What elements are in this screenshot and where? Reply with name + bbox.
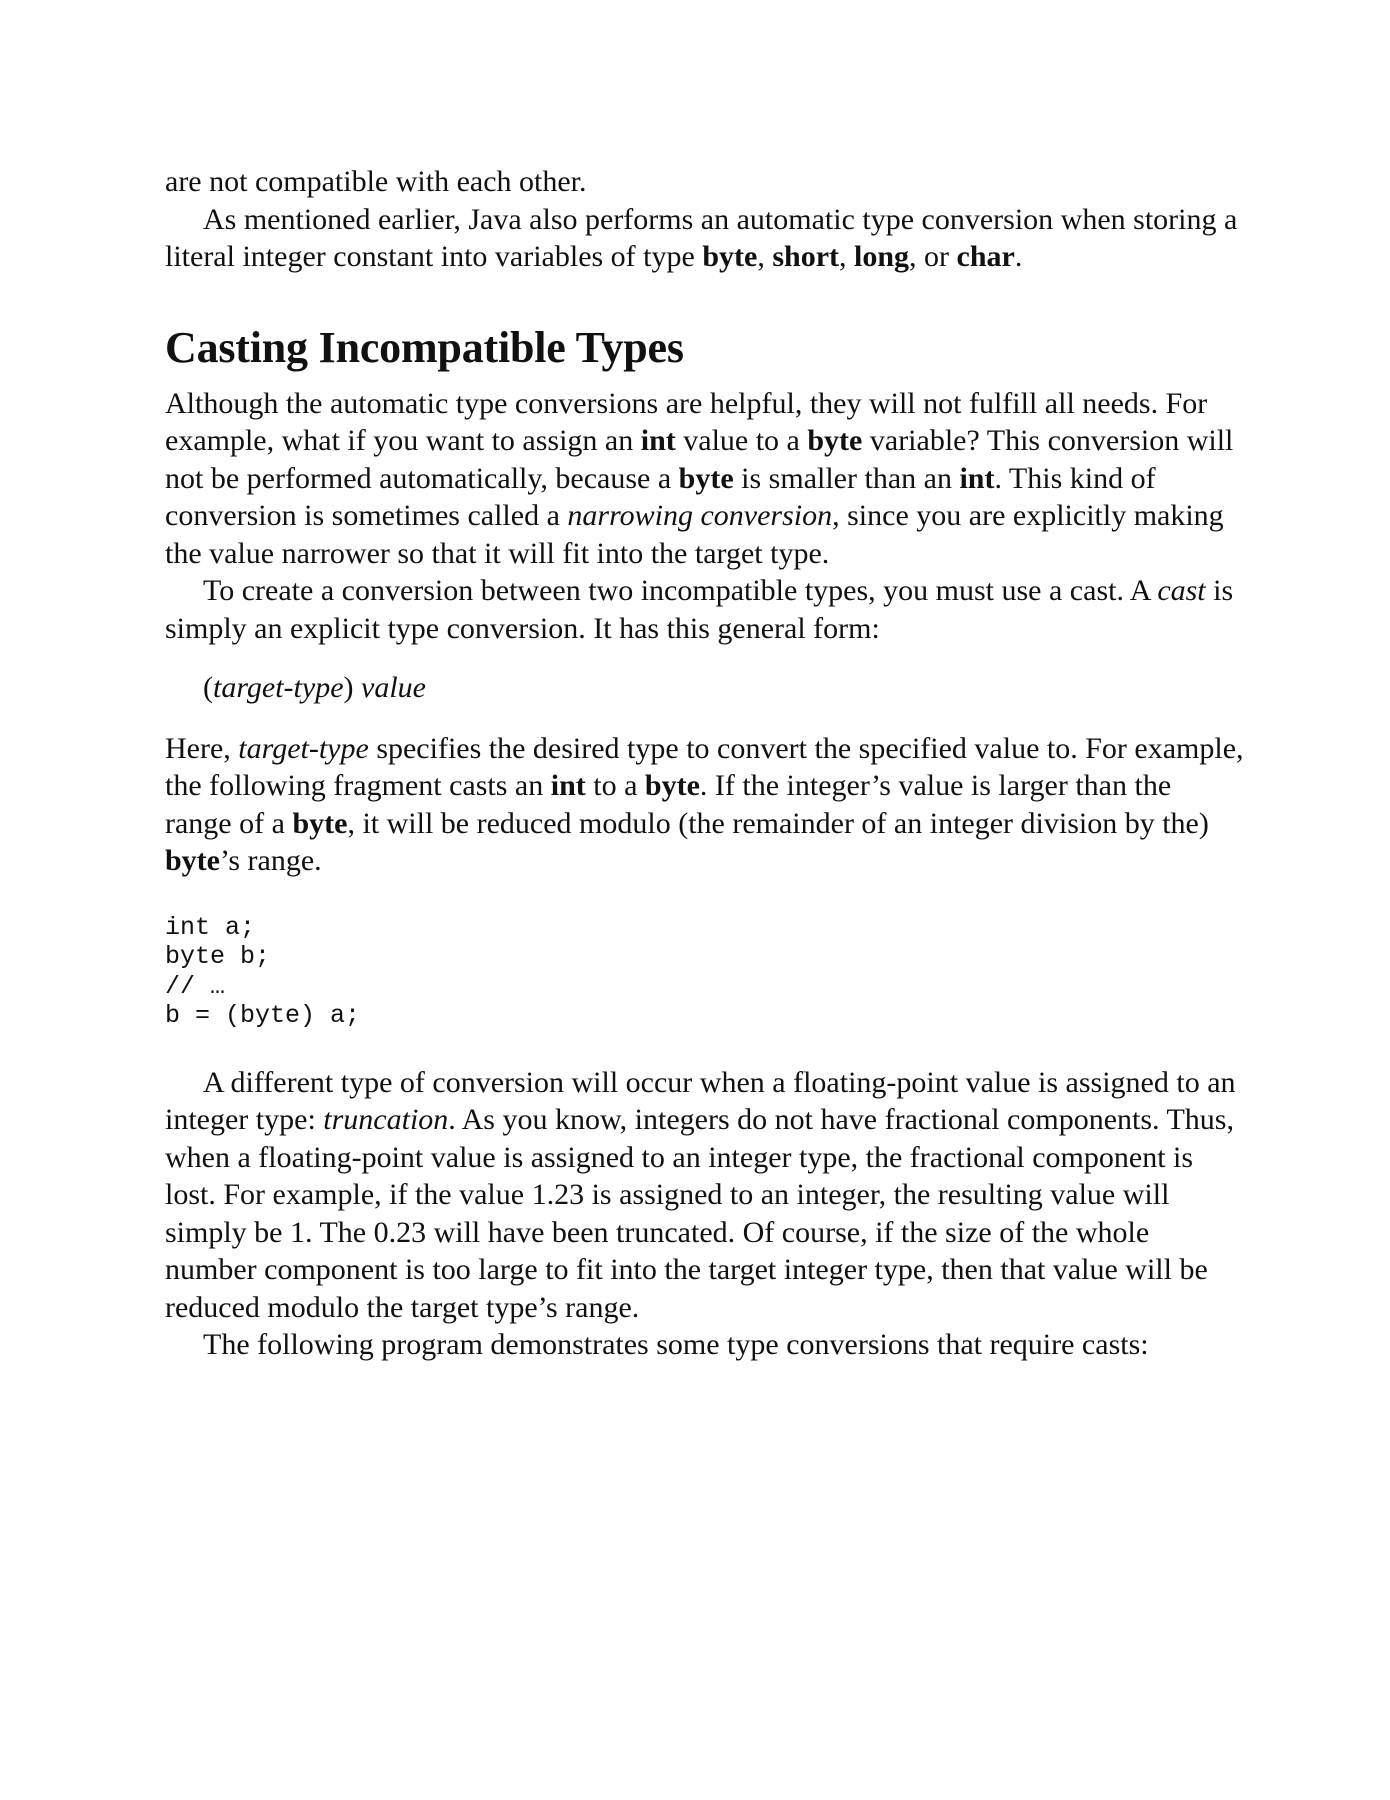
code-line: byte b; [165,942,271,971]
code-line: b = (byte) a; [165,1001,361,1030]
section-heading: Casting Incompatible Types [165,322,684,372]
paragraph-target-type-explanation: Here, target-type specifies the desired type to convert the specified value to. For example, the following fragment casts an int to a byte. If the integer’s value is larger than the range of a byte, it will be reduced modulo (the remainder of an integer division by the) byte’s range. [165,731,1244,877]
paragraph-continuation: are not compatible with each other. [165,165,587,198]
cast-general-form: (target-type) value [203,671,426,704]
paragraph-program-intro: The following program demonstrates some type conversions that require casts: [203,1328,1149,1361]
code-line: int a; [165,912,256,942]
paragraph-truncation: A different type of conversion will occur when a floating-point value is assigned to an integer type: truncation. As you know, integers do not have fractional components. Thus, when a floating-point value is assigned to an integer type, the fractional component is lost. For example, if the value 1.23 is assigned to an integer, the resulting value will simply be 1. The 0.23 will have been truncated. Of course, if the size of the whole number component is too large to fit into the target integer type, then that value will be reduced modulo the target type’s range. [165,1065,1236,1324]
code-line: // … [165,971,226,1001]
document-page [165,163,1245,1364]
code-block [165,913,1245,1031]
paragraph-automatic-literal-conversion: As mentioned earlier, Java also performs an automatic type conversion when storing a literal integer constant into variables of type byte, short, long, or char. [165,202,1238,273]
paragraph-narrowing-conversion: Although the automatic type conversions are helpful, they will not fulfill all needs. For example, what if you want to assign an int value to a byte variable? This conversion will not be performed automatically, because a byte is smaller than an int. This kind of conversion is sometimes called a narrowing conversion, since you are explicitly making the value narrower so that it will fit into the target type. [165,386,1234,570]
paragraph-cast-definition: To create a conversion between two incompatible types, you must use a cast. A cast is simply an explicit type conversion. It has this general form: [165,574,1234,645]
